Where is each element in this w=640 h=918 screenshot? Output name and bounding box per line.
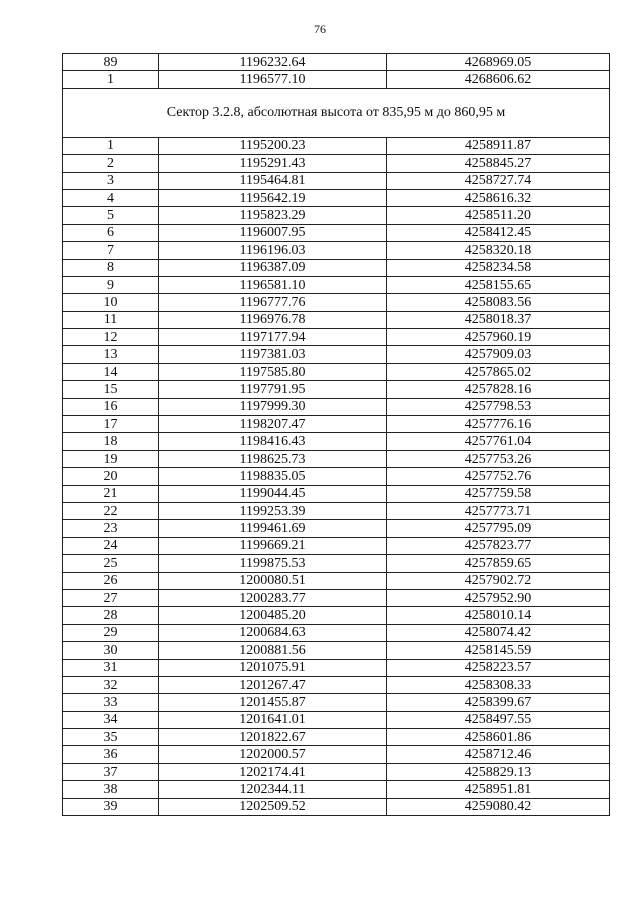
point-number-cell: 16 [63,398,159,415]
y-coordinate-cell: 4257823.77 [387,537,610,554]
x-coordinate-cell: 1202509.52 [159,798,387,815]
x-coordinate-cell: 1199875.53 [159,555,387,572]
table-row [63,398,610,415]
point-number-cell: 89 [63,54,159,71]
table-row [63,155,610,172]
table-row [63,468,610,485]
x-coordinate-cell: 1200881.56 [159,642,387,659]
table-row [63,555,610,572]
x-coordinate-cell: 1195642.19 [159,189,387,206]
table-row [63,71,610,88]
y-coordinate-cell: 4257761.04 [387,433,610,450]
x-coordinate-cell: 1199253.39 [159,502,387,519]
table-row [63,381,610,398]
x-coordinate-cell: 1197791.95 [159,381,387,398]
x-coordinate-cell: 1195200.23 [159,137,387,154]
y-coordinate-cell: 4258018.37 [387,311,610,328]
table-row [63,311,610,328]
x-coordinate-cell: 1198416.43 [159,433,387,450]
x-coordinate-cell: 1196976.78 [159,311,387,328]
x-coordinate-cell: 1199669.21 [159,537,387,554]
table-row [63,659,610,676]
table-row [63,224,610,241]
y-coordinate-cell: 4257798.53 [387,398,610,415]
point-number-cell: 38 [63,781,159,798]
table-row [63,54,610,71]
point-number-cell: 24 [63,537,159,554]
table-row [63,259,610,276]
x-coordinate-cell: 1201075.91 [159,659,387,676]
y-coordinate-cell: 4258320.18 [387,242,610,259]
x-coordinate-cell: 1197177.94 [159,329,387,346]
sector-header-row [63,88,610,137]
point-number-cell: 17 [63,416,159,433]
y-coordinate-cell: 4258155.65 [387,276,610,293]
x-coordinate-cell: 1196196.03 [159,242,387,259]
y-coordinate-cell: 4257865.02 [387,363,610,380]
x-coordinate-cell: 1200080.51 [159,572,387,589]
table-row [63,485,610,502]
table-row [63,207,610,224]
y-coordinate-cell: 4258951.81 [387,781,610,798]
x-coordinate-cell: 1201267.47 [159,676,387,693]
point-number-cell: 9 [63,276,159,293]
coordinates-table [62,53,610,816]
y-coordinate-cell: 4259080.42 [387,798,610,815]
point-number-cell: 2 [63,155,159,172]
table-row [63,346,610,363]
y-coordinate-cell: 4258145.59 [387,642,610,659]
y-coordinate-cell: 4258511.20 [387,207,610,224]
y-coordinate-cell: 4257902.72 [387,572,610,589]
y-coordinate-cell: 4257759.58 [387,485,610,502]
point-number-cell: 29 [63,624,159,641]
x-coordinate-cell: 1196232.64 [159,54,387,71]
x-coordinate-cell: 1201641.01 [159,711,387,728]
table-row [63,450,610,467]
x-coordinate-cell: 1200283.77 [159,589,387,606]
point-number-cell: 20 [63,468,159,485]
point-number-cell: 28 [63,607,159,624]
point-number-cell: 34 [63,711,159,728]
x-coordinate-cell: 1196007.95 [159,224,387,241]
point-number-cell: 23 [63,520,159,537]
y-coordinate-cell: 4257909.03 [387,346,610,363]
point-number-cell: 39 [63,798,159,815]
y-coordinate-cell: 4257960.19 [387,329,610,346]
table-row [63,676,610,693]
point-number-cell: 32 [63,676,159,693]
y-coordinate-cell: 4268606.62 [387,71,610,88]
table-row [63,798,610,815]
x-coordinate-cell: 1202000.57 [159,746,387,763]
table-row [63,729,610,746]
point-number-cell: 10 [63,294,159,311]
table-row [63,520,610,537]
table-row [63,763,610,780]
x-coordinate-cell: 1196777.76 [159,294,387,311]
point-number-cell: 37 [63,763,159,780]
x-coordinate-cell: 1202174.41 [159,763,387,780]
point-number-cell: 11 [63,311,159,328]
point-number-cell: 36 [63,746,159,763]
y-coordinate-cell: 4258412.45 [387,224,610,241]
point-number-cell: 6 [63,224,159,241]
page-number: 76 [314,22,326,36]
point-number-cell: 18 [63,433,159,450]
point-number-cell: 3 [63,172,159,189]
point-number-cell: 4 [63,189,159,206]
point-number-cell: 35 [63,729,159,746]
y-coordinate-cell: 4258616.32 [387,189,610,206]
point-number-cell: 15 [63,381,159,398]
x-coordinate-cell: 1201822.67 [159,729,387,746]
x-coordinate-cell: 1196577.10 [159,71,387,88]
table-row [63,242,610,259]
table-row [63,607,610,624]
point-number-cell: 21 [63,485,159,502]
table-row [63,694,610,711]
x-coordinate-cell: 1197999.30 [159,398,387,415]
y-coordinate-cell: 4258083.56 [387,294,610,311]
table-row [63,363,610,380]
table-row [63,172,610,189]
y-coordinate-cell: 4258845.27 [387,155,610,172]
y-coordinate-cell: 4258601.86 [387,729,610,746]
x-coordinate-cell: 1197585.80 [159,363,387,380]
y-coordinate-cell: 4258829.13 [387,763,610,780]
table-row [63,589,610,606]
table-row [63,416,610,433]
x-coordinate-cell: 1201455.87 [159,694,387,711]
point-number-cell: 22 [63,502,159,519]
y-coordinate-cell: 4257773.71 [387,502,610,519]
y-coordinate-cell: 4258712.46 [387,746,610,763]
table-row [63,746,610,763]
table-row [63,276,610,293]
x-coordinate-cell: 1198625.73 [159,450,387,467]
point-number-cell: 19 [63,450,159,467]
point-number-cell: 5 [63,207,159,224]
y-coordinate-cell: 4258399.67 [387,694,610,711]
point-number-cell: 14 [63,363,159,380]
table-row [63,781,610,798]
coordinates-table-body [63,54,610,816]
x-coordinate-cell: 1199044.45 [159,485,387,502]
y-coordinate-cell: 4257952.90 [387,589,610,606]
x-coordinate-cell: 1202344.11 [159,781,387,798]
y-coordinate-cell: 4257753.26 [387,450,610,467]
point-number-cell: 1 [63,137,159,154]
point-number-cell: 33 [63,694,159,711]
y-coordinate-cell: 4258727.74 [387,172,610,189]
x-coordinate-cell: 1200684.63 [159,624,387,641]
y-coordinate-cell: 4257776.16 [387,416,610,433]
y-coordinate-cell: 4257795.09 [387,520,610,537]
table-row [63,294,610,311]
y-coordinate-cell: 4257828.16 [387,381,610,398]
x-coordinate-cell: 1195464.81 [159,172,387,189]
x-coordinate-cell: 1195291.43 [159,155,387,172]
point-number-cell: 31 [63,659,159,676]
y-coordinate-cell: 4257859.65 [387,555,610,572]
x-coordinate-cell: 1199461.69 [159,520,387,537]
table-row [63,329,610,346]
y-coordinate-cell: 4258223.57 [387,659,610,676]
table-row [63,711,610,728]
y-coordinate-cell: 4257752.76 [387,468,610,485]
point-number-cell: 8 [63,259,159,276]
point-number-cell: 7 [63,242,159,259]
table-row [63,537,610,554]
point-number-cell: 26 [63,572,159,589]
y-coordinate-cell: 4258911.87 [387,137,610,154]
y-coordinate-cell: 4258234.58 [387,259,610,276]
y-coordinate-cell: 4258308.33 [387,676,610,693]
point-number-cell: 30 [63,642,159,659]
x-coordinate-cell: 1197381.03 [159,346,387,363]
x-coordinate-cell: 1196387.09 [159,259,387,276]
x-coordinate-cell: 1196581.10 [159,276,387,293]
point-number-cell: 25 [63,555,159,572]
y-coordinate-cell: 4258074.42 [387,624,610,641]
table-row [63,572,610,589]
x-coordinate-cell: 1195823.29 [159,207,387,224]
table-row [63,642,610,659]
y-coordinate-cell: 4258010.14 [387,607,610,624]
point-number-cell: 13 [63,346,159,363]
table-row [63,502,610,519]
point-number-cell: 12 [63,329,159,346]
x-coordinate-cell: 1198835.05 [159,468,387,485]
x-coordinate-cell: 1200485.20 [159,607,387,624]
point-number-cell: 1 [63,71,159,88]
y-coordinate-cell: 4258497.55 [387,711,610,728]
table-row [63,189,610,206]
y-coordinate-cell: 4268969.05 [387,54,610,71]
table-row [63,433,610,450]
table-row [63,624,610,641]
point-number-cell: 27 [63,589,159,606]
sector-title: Сектор 3.2.8, абсолютная высота от 835,95 м до 860,95 м [63,88,610,137]
table-row [63,137,610,154]
x-coordinate-cell: 1198207.47 [159,416,387,433]
